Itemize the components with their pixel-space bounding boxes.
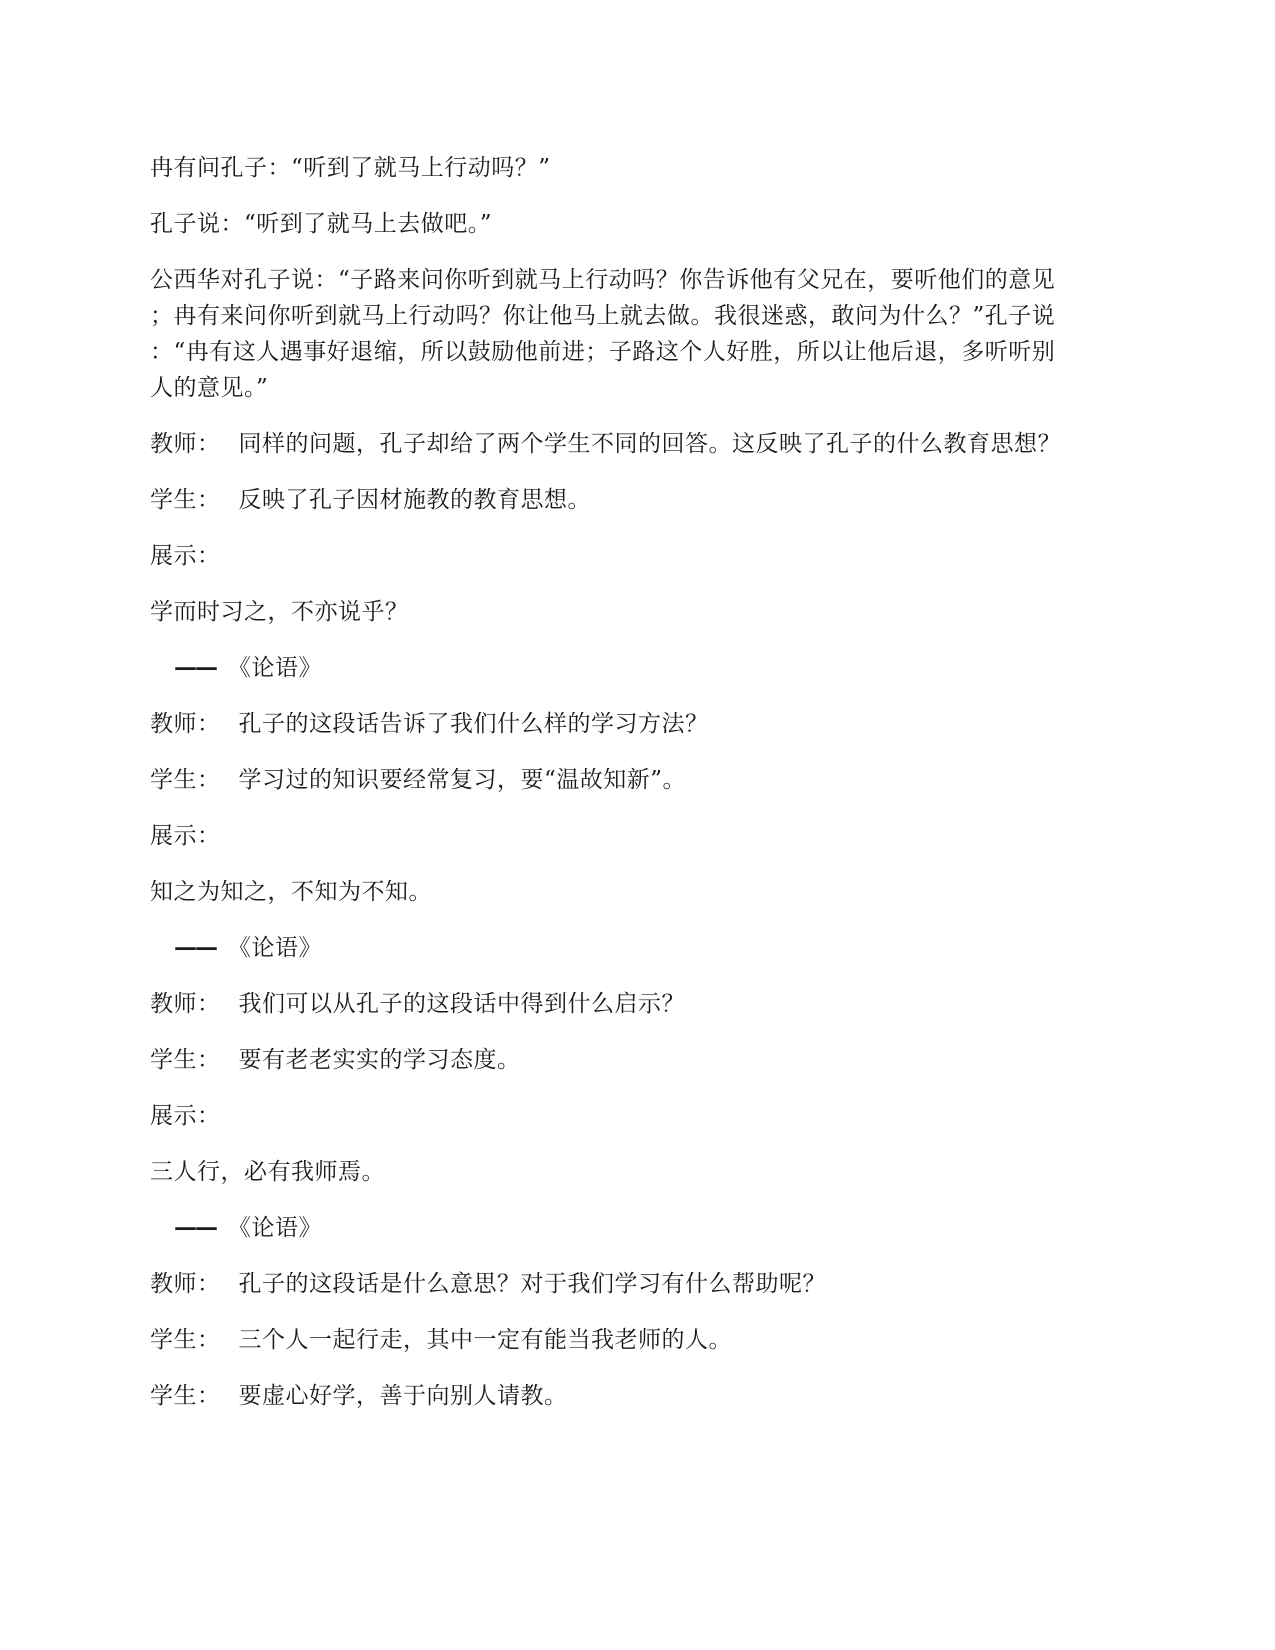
paragraph-line: 公西华对孔子说：“子路来问你听到就马上行动吗？你告诉他有父兄在，要听他们的意见 (150, 267, 1056, 293)
paragraph-text: 展示： (150, 1103, 221, 1129)
student-line (150, 1322, 1110, 1358)
speaker-label: 教师： (150, 711, 221, 737)
display-label (150, 1098, 1110, 1134)
speaker-label: 学生： (150, 1383, 221, 1409)
speech-text: 我们可以从孔子的这段话中得到什么启示？ (238, 991, 685, 1017)
speech-text: 孔子的这段话是什么意思？对于我们学习有什么帮助呢？ (238, 1271, 826, 1297)
display-label (150, 538, 1110, 574)
source-title: 《论语》 (228, 1215, 322, 1241)
speech-text: 同样的问题，孔子却给了两个学生不同的回答。这反映了孔子的什么教育思想？ (238, 431, 1061, 457)
quote-line (150, 874, 1110, 910)
speaker-label: 学生： (150, 767, 221, 793)
student-line (150, 1042, 1110, 1078)
display-label (150, 818, 1110, 854)
source-title: 《论语》 (228, 935, 322, 961)
paragraph-confucius-reply (150, 206, 1110, 242)
student-line (150, 482, 1110, 518)
paragraph-text: 展示： (150, 823, 221, 849)
speech-text: 反映了孔子因材施教的教育思想。 (238, 487, 591, 513)
student-line (150, 762, 1110, 798)
speech-text: 孔子的这段话告诉了我们什么样的学习方法？ (238, 711, 709, 737)
quote-source (150, 650, 1110, 686)
paragraph-line: ；冉有来问你听到就马上行动吗？你让他马上就去做。我很迷惑，敢问为什么？”孔子说 (150, 303, 1056, 329)
speaker-label: 学生： (150, 1047, 221, 1073)
quote-text: 知之为知之，不知为不知。 (150, 879, 432, 905)
speaker-label: 教师： (150, 1271, 221, 1297)
source-dash: —— (174, 1214, 216, 1241)
speech-text: 学习过的知识要经常复习，要“温故知新”。 (238, 767, 687, 793)
speech-text: 三个人一起行走，其中一定有能当我老师的人。 (238, 1327, 732, 1353)
paragraph-text: 孔子说：“听到了就马上去做吧。” (150, 211, 493, 237)
quote-text: 学而时习之，不亦说乎？ (150, 599, 409, 625)
speech-text: 要有老老实实的学习态度。 (238, 1047, 521, 1073)
document-body (150, 150, 1110, 1434)
speaker-label: 教师： (150, 431, 221, 457)
quote-text: 三人行，必有我师焉。 (150, 1159, 385, 1185)
quote-source (150, 930, 1110, 966)
speaker-label: 学生： (150, 487, 221, 513)
student-line (150, 1378, 1110, 1414)
quote-line (150, 1154, 1110, 1190)
teacher-line (150, 986, 1110, 1022)
source-dash: —— (174, 934, 216, 961)
paragraph-line: ：“冉有这人遇事好退缩，所以鼓励他前进；子路这个人好胜，所以让他后退，多听听别 (150, 339, 1056, 365)
speech-text: 要虚心好学，善于向别人请教。 (238, 1383, 568, 1409)
quote-source (150, 1210, 1110, 1246)
source-title: 《论语》 (228, 655, 322, 681)
speaker-label: 学生： (150, 1327, 221, 1353)
paragraph-text: 冉有问孔子：“听到了就马上行动吗？” (150, 155, 551, 181)
teacher-line (150, 1266, 1110, 1302)
paragraph-line: 人的意见。” (150, 375, 269, 401)
paragraph-text: 展示： (150, 543, 221, 569)
source-dash: —— (174, 654, 216, 681)
paragraph-gongxihua-dialogue (150, 262, 1110, 406)
teacher-line (150, 706, 1110, 742)
quote-line (150, 594, 1110, 630)
paragraph-ranyou-question (150, 150, 1110, 186)
speaker-label: 教师： (150, 991, 221, 1017)
teacher-line (150, 426, 1110, 462)
